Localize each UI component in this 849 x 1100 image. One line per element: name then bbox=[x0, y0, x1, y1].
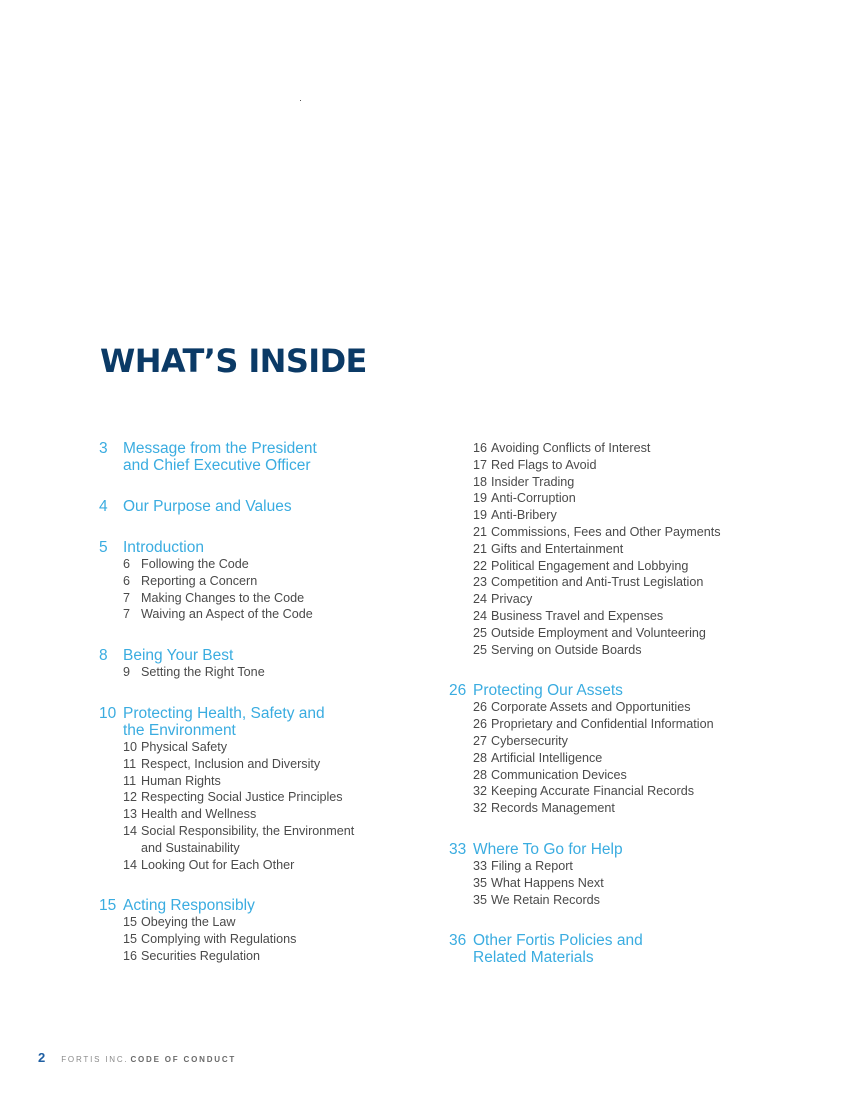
toc-section-page-number: 36 bbox=[449, 932, 467, 950]
toc-entry-page-number: 35 bbox=[473, 875, 488, 890]
toc-entry-page-number: 33 bbox=[473, 858, 488, 873]
toc-section-page-number: 15 bbox=[99, 897, 117, 915]
toc-entry-page-number: 23 bbox=[473, 575, 488, 590]
toc-entry-page-number: 17 bbox=[473, 457, 488, 472]
stray-dot bbox=[300, 100, 301, 101]
toc-entry[interactable] bbox=[99, 590, 429, 607]
spacer bbox=[99, 623, 429, 647]
toc-entry-title: We Retain Records bbox=[491, 892, 600, 907]
toc-section[interactable] bbox=[449, 932, 779, 966]
toc-entry-page-number: 19 bbox=[473, 508, 488, 523]
toc-section-title: Being Your Best bbox=[123, 647, 234, 665]
toc-entry-page-number: 25 bbox=[473, 642, 488, 657]
toc-entry-page-number: 14 bbox=[123, 857, 138, 872]
toc-entry-page-number: 11 bbox=[123, 773, 137, 788]
toc-entry[interactable] bbox=[449, 440, 779, 457]
toc-entry-page-number: 19 bbox=[473, 491, 488, 506]
toc-entry[interactable] bbox=[449, 699, 779, 716]
toc-entry[interactable] bbox=[449, 858, 779, 875]
toc-entry-title: Outside Employment and Volunteering bbox=[491, 625, 706, 640]
toc-entry-page-number: 22 bbox=[473, 558, 488, 573]
toc-entry-page-number: 26 bbox=[473, 717, 488, 732]
toc-section-title: Our Purpose and Values bbox=[123, 498, 292, 515]
toc-entry-title: Reporting a Concern bbox=[141, 573, 258, 588]
toc-entry-title: Looking Out for Each Other bbox=[141, 857, 295, 872]
toc-entry[interactable] bbox=[449, 474, 779, 491]
toc-entry[interactable] bbox=[449, 716, 779, 733]
page-title: WHAT’S INSIDE bbox=[100, 342, 367, 380]
toc-entry-title: Securities Regulation bbox=[141, 948, 261, 963]
toc-entry[interactable] bbox=[99, 823, 429, 857]
footer-company: FORTIS INC. bbox=[61, 1055, 129, 1064]
toc-entry-page-number: 24 bbox=[473, 592, 488, 607]
toc-section-title: Introduction bbox=[123, 539, 204, 556]
toc-entry[interactable] bbox=[99, 573, 429, 590]
toc-section[interactable] bbox=[99, 647, 429, 664]
spacer bbox=[99, 681, 429, 705]
toc-entry[interactable] bbox=[99, 806, 429, 823]
toc-entry-title: Anti-Corruption bbox=[491, 491, 576, 506]
toc-entry[interactable] bbox=[99, 756, 429, 773]
toc-entry-page-number: 6 bbox=[123, 573, 131, 588]
footer-document-title: CODE OF CONDUCT bbox=[130, 1055, 237, 1064]
toc-entry-title: Records Management bbox=[491, 801, 615, 816]
toc-entry-page-number: 7 bbox=[123, 607, 131, 622]
toc-section-page-number: 4 bbox=[99, 498, 108, 515]
toc-entry[interactable] bbox=[99, 789, 429, 806]
toc-entry-page-number: 21 bbox=[473, 524, 488, 539]
toc-entry-title: Complying with Regulations bbox=[141, 932, 297, 947]
toc-section[interactable] bbox=[99, 440, 429, 474]
toc-entry[interactable] bbox=[449, 457, 779, 474]
spacer bbox=[99, 474, 429, 498]
toc-section[interactable] bbox=[99, 705, 429, 739]
toc-entry[interactable] bbox=[449, 507, 779, 524]
toc-entry[interactable] bbox=[449, 642, 779, 659]
toc-section-page-number: 26 bbox=[449, 682, 467, 700]
toc-entry[interactable] bbox=[99, 556, 429, 573]
toc-entry-title: Setting the Right Tone bbox=[141, 665, 265, 680]
toc-entry-title: Artificial Intelligence bbox=[491, 750, 603, 765]
toc-entry[interactable] bbox=[449, 524, 779, 541]
toc-entry-title: Privacy bbox=[491, 592, 533, 607]
toc-entry-page-number: 32 bbox=[473, 784, 488, 799]
toc-entry[interactable] bbox=[99, 606, 429, 623]
toc-entry[interactable] bbox=[449, 558, 779, 575]
spacer bbox=[449, 908, 779, 932]
toc-section-page-number: 5 bbox=[99, 539, 108, 556]
toc-section-page-number: 33 bbox=[449, 840, 467, 858]
spacer bbox=[99, 873, 429, 897]
toc-entry[interactable] bbox=[99, 857, 429, 874]
toc-entry[interactable] bbox=[449, 875, 779, 892]
toc-entry[interactable] bbox=[449, 490, 779, 507]
toc-entry[interactable] bbox=[99, 931, 429, 948]
toc-entry[interactable] bbox=[449, 574, 779, 591]
toc-entry-title: Human Rights bbox=[141, 773, 221, 788]
toc-entry-page-number: 13 bbox=[123, 807, 138, 822]
toc-entry-page-number: 14 bbox=[123, 823, 138, 838]
toc-section[interactable] bbox=[449, 682, 779, 699]
toc-section[interactable] bbox=[99, 498, 429, 515]
toc-entry-page-number: 32 bbox=[473, 801, 488, 816]
toc-section-title: Protecting Our Assets bbox=[473, 682, 623, 700]
toc-entry[interactable] bbox=[99, 914, 429, 931]
spacer bbox=[449, 817, 779, 841]
footer-page-number: 2 bbox=[38, 1050, 46, 1065]
toc-entry-title: Serving on Outside Boards bbox=[491, 642, 642, 657]
toc-entry[interactable] bbox=[449, 767, 779, 784]
toc-entry-title: Health and Wellness bbox=[141, 807, 257, 822]
page-footer bbox=[38, 1050, 236, 1065]
toc-entry-title: Communication Devices bbox=[491, 767, 627, 782]
toc-section-page-number: 10 bbox=[99, 704, 117, 722]
toc-section[interactable] bbox=[99, 539, 429, 556]
toc-entry[interactable] bbox=[99, 773, 429, 790]
toc-entry-title: Red Flags to Avoid bbox=[491, 457, 597, 472]
toc-section-title: Protecting Health, Safety and the Environment bbox=[123, 704, 325, 739]
toc-entry-page-number: 18 bbox=[473, 474, 488, 489]
toc-entry-page-number: 10 bbox=[123, 739, 138, 754]
toc-entry-title: Respect, Inclusion and Diversity bbox=[141, 756, 321, 771]
toc-entry-title: Following the Code bbox=[141, 557, 249, 571]
toc-entry-title: Business Travel and Expenses bbox=[491, 608, 664, 623]
toc-entry-title: Social Responsibility, the Environment and Sustainability bbox=[141, 823, 355, 855]
toc-entry-title: Cybersecurity bbox=[491, 733, 568, 748]
toc-entry[interactable] bbox=[449, 892, 779, 909]
toc-entry[interactable] bbox=[449, 733, 779, 750]
toc-entry-page-number: 12 bbox=[123, 790, 138, 805]
toc-entry-title: Making Changes to the Code bbox=[141, 590, 305, 605]
toc-entry-title: Corporate Assets and Opportunities bbox=[491, 700, 691, 715]
toc-entry-page-number: 6 bbox=[123, 557, 131, 571]
toc-entry-title: Avoiding Conflicts of Interest bbox=[491, 441, 651, 455]
toc-entry-title: Competition and Anti-Trust Legislation bbox=[491, 575, 704, 590]
toc-entry-page-number: 16 bbox=[473, 441, 488, 455]
toc-entry-page-number: 16 bbox=[123, 948, 138, 963]
toc-section-title: Where To Go for Help bbox=[473, 840, 623, 858]
toc-section-title: Message from the President and Chief Executive Officer bbox=[123, 440, 317, 474]
toc-section-page-number: 8 bbox=[99, 647, 108, 665]
toc-section-title: Other Fortis Policies and Related Materials bbox=[473, 932, 643, 967]
toc-entry[interactable] bbox=[99, 664, 429, 681]
toc-entry[interactable] bbox=[449, 783, 779, 800]
toc-entry-title: Waiving an Aspect of the Code bbox=[141, 607, 313, 622]
toc-entry-page-number: 9 bbox=[123, 665, 131, 680]
toc-section-page-number: 3 bbox=[99, 440, 108, 457]
toc-entry[interactable] bbox=[449, 750, 779, 767]
toc-section[interactable] bbox=[449, 841, 779, 858]
toc-entry-title: Insider Trading bbox=[491, 474, 575, 489]
toc-entry-title: Filing a Report bbox=[491, 858, 573, 873]
toc-entry[interactable] bbox=[449, 625, 779, 642]
toc-entry-title: Physical Safety bbox=[141, 739, 228, 754]
toc-entry-page-number: 15 bbox=[123, 915, 138, 930]
toc-entry[interactable] bbox=[449, 591, 779, 608]
toc-entry-title: Obeying the Law bbox=[141, 915, 236, 930]
toc-entry-page-number: 11 bbox=[123, 756, 137, 771]
toc-entry-title: Commissions, Fees and Other Payments bbox=[491, 524, 721, 539]
toc-entry-page-number: 7 bbox=[123, 590, 131, 605]
spacer bbox=[99, 515, 429, 539]
toc-entry-page-number: 15 bbox=[123, 932, 138, 947]
toc-entry-title: Gifts and Entertainment bbox=[491, 541, 624, 556]
toc-entry-page-number: 26 bbox=[473, 700, 488, 715]
toc-entry-page-number: 28 bbox=[473, 767, 488, 782]
toc-entry-page-number: 28 bbox=[473, 750, 488, 765]
toc-entry-title: Respecting Social Justice Principles bbox=[141, 790, 343, 805]
toc-entry[interactable] bbox=[449, 800, 779, 817]
toc-entry-title: Keeping Accurate Financial Records bbox=[491, 784, 695, 799]
toc-entry-page-number: 21 bbox=[473, 541, 488, 556]
toc-entry-page-number: 27 bbox=[473, 733, 488, 748]
toc-entry-page-number: 24 bbox=[473, 608, 488, 623]
spacer bbox=[449, 658, 779, 682]
toc-right-column bbox=[449, 440, 779, 966]
toc-section[interactable] bbox=[99, 897, 429, 914]
toc-entry-title: Proprietary and Confidential Information bbox=[491, 717, 714, 732]
toc-entry-title: What Happens Next bbox=[491, 875, 604, 890]
toc-entry[interactable] bbox=[99, 739, 429, 756]
toc-entry-title: Political Engagement and Lobbying bbox=[491, 558, 689, 573]
toc-left-column bbox=[99, 440, 429, 965]
toc-entry-page-number: 25 bbox=[473, 625, 488, 640]
toc-section-title: Acting Responsibly bbox=[123, 897, 255, 915]
toc-entry[interactable] bbox=[99, 948, 429, 965]
toc-entry[interactable] bbox=[449, 608, 779, 625]
toc-entry[interactable] bbox=[449, 541, 779, 558]
toc-entry-page-number: 35 bbox=[473, 892, 488, 907]
toc-entry-title: Anti-Bribery bbox=[491, 508, 557, 523]
